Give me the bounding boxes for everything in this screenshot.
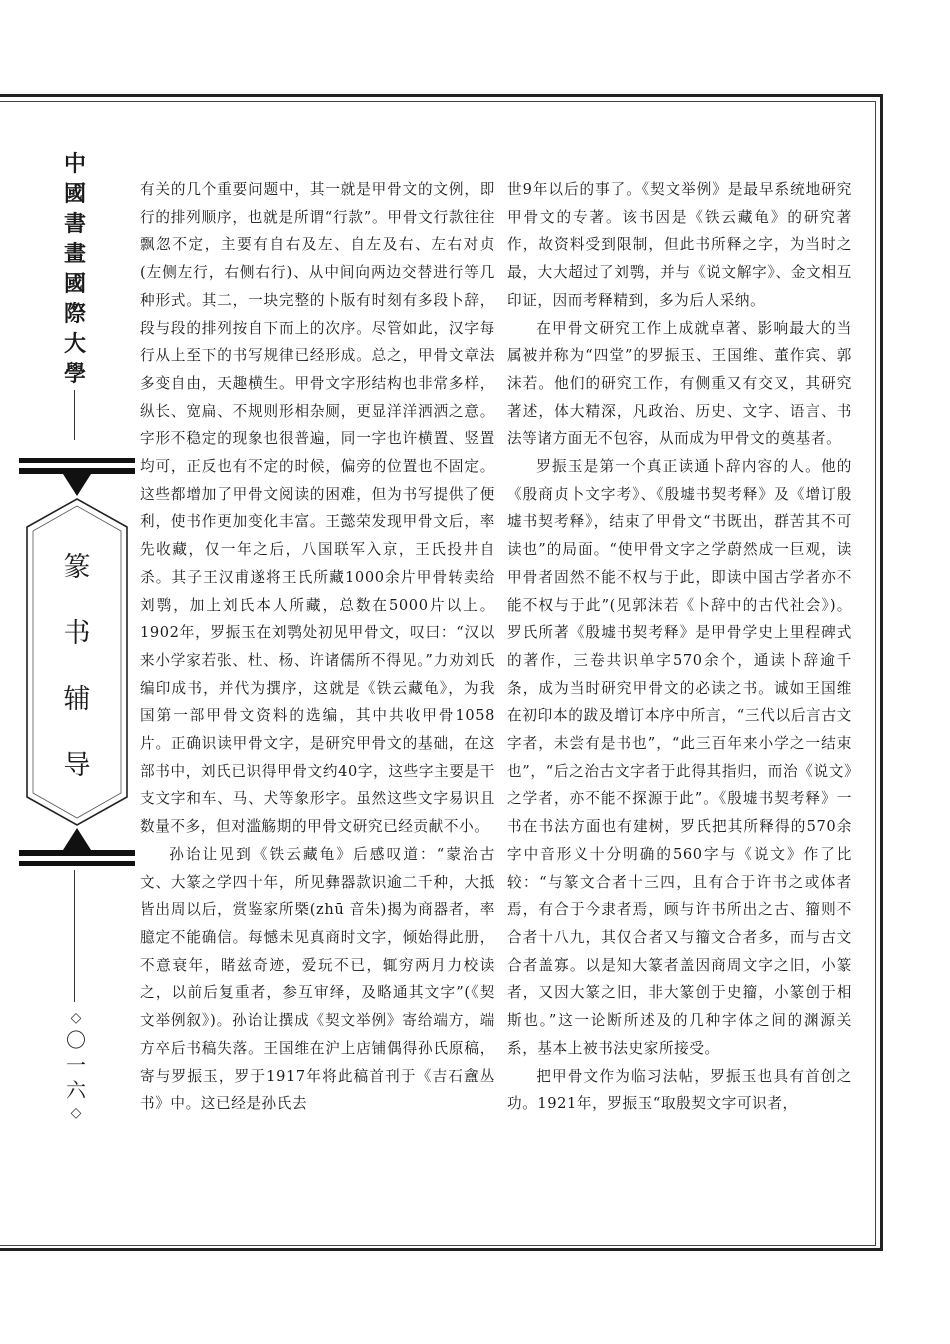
paragraph: 在甲骨文研究工作上成就卓著、影响最大的当属被并称为“四堂”的罗振玉、王国维、董作宾、郭沫若。他们的研究工作，有侧重又有交叉，其研究著述，体大精深，凡政治、历史、文字、语言、书法等诸方面无不包容，从而成为甲骨文的奠基者。: [507, 319, 852, 448]
diamond-icon: ◇: [70, 1010, 82, 1026]
book-title: 篆 书 辅 导: [63, 552, 91, 781]
paragraph: 把甲骨文作为临习法帖，罗振玉也具有首创之功。1921年，罗振玉“取殷契文字可识者，: [507, 1067, 852, 1113]
diamond-icon: ◇: [70, 1105, 82, 1121]
text-column-right: [507, 176, 852, 1118]
sidebar-divider-line: [74, 870, 75, 1002]
page-number: ◇ 〇 一 六 ◇: [56, 1008, 96, 1123]
paragraph: 罗振玉是第一个真正读通卜辞内容的人。他的《殷商贞卜文字考》、《殷墟书契考释》及《增订殷墟书契考释》，结束了甲骨文“书既出，群苦其不可读也”的局面。“使甲骨文字之学蔚然成一巨观，读甲骨者固然不能不权与于此，即读中国古学者亦不能不权与于此”(见郭沫若《卜辞中的古代社会》)。罗氏所著《殷墟书契考释》是甲骨学史上里程碑式的著作，三卷共识单字570余个，通读卜辞逾千条，成为当时研究甲骨文的必读之书。诚如王国维在初印本的跋及增订本序中所言，“三代以后言古文字者，未尝有是书也”，“此三百年来小学之一结束也”，“后之治古文字者于此得其指归，而治《说文》之学者，亦不能不探源于此”。《殷墟书契考释》一书在书法方面也有建树，罗氏把其所释得的570余字中音形义十分明确的560字与《说文》作了比较：“与篆文合者十三四，且有合于许书之或体者焉，有合于今隶者焉，顾与许书所出之古、籀则不合者十八九，其仅合者又与籀文合者多，而与古文合者盖寡。以是知大篆者盖因商周文字之旧，小篆者，又因大篆之旧，非大篆创于史籀，小篆创于相斯也。”这一论断所述及的几种字体之间的渊源关系，基本上被书法史家所接受。: [507, 458, 852, 1057]
paragraph: 有关的几个重要问题中，其一就是甲骨文的文例，即行的排列顺序，也就是所谓“行款”。甲骨文行款往往飘忽不定，主要有自右及左、自左及右、左右对贞(左侧左行，右侧右行)、从中间向两边交替进行等几种形式。其二，一块完整的卜版有时刻有多段卜辞，段与段的排列按自下而上的次序。尽管如此，汉字每行从上至下的书写规律已经形成。总之，甲骨文章法多变自由，天趣横生。甲骨文字形结构也非常多样，纵长、宽扁、不规则形相杂厕，更显洋洋洒洒之意。字形不稳定的现象也很普遍，同一字也许横置、竖置均可，正反也有不定的时候，偏旁的位置也不固定。这些都增加了甲骨文阅读的困难，但为书写提供了便利，使书作更加变化丰富。王懿荣发现甲骨文后，率先收藏，仅一年之后，八国联军入京，王氏投井自杀。其子王汉甫遂将王氏所藏1000余片甲骨转卖给刘鹗，加上刘氏本人所藏，总数在5000片以上。1902年，罗振玉在刘鹗处初见甲骨文，叹曰：“汉以来小学家若张、杜、杨、许诸儒所不得见。”力劝刘氏编印成书，并代为撰序，这就是《铁云藏龟》，为我国第一部甲骨文资料的选编，其中共收甲骨1058片。正确识读甲骨文字，是研究甲骨文的基础，在这部书中，刘氏已识得甲骨文约40字，这些字主要是干支文字和车、马、犬等象形字。虽然这些文字易识且数量不多，但对滥觞期的甲骨文研究已经贡献不小。: [140, 181, 495, 836]
text-column-left: [140, 176, 495, 1118]
book-title-cartouche: [23, 497, 131, 827]
ornament-top: [19, 452, 135, 498]
ornament-bottom: [19, 826, 135, 872]
paragraph: 世9年以后的事了。《契文举例》是最早系统地研究甲骨文的专著。该书因是《铁云藏龟》的研究著作，故资料受到限制，但此书所释之字，为当时之最，大大超过了刘鹗，并与《说文解字》、金文相互印证，因而考释精到，多为后人采纳。: [507, 181, 852, 309]
university-name: 中 國 書 畫 國 際 大 學: [63, 152, 86, 387]
sidebar-divider-line: [74, 390, 75, 440]
paragraph: 孙诒让见到《铁云藏龟》后感叹道：“蒙治古文、大篆之学四十年，所见彝器款识逾二千种，大抵皆出周以后，赏鉴家所槩(zhū 音朱)揭为商器者，率臆定不能确信。每憾未见真商时文字，倾始得此册，不意衰年，睹兹奇迹，爱玩不已，辄穷两月力校读之，以前后复重者，参互审绎，及略通其文字”(《契文举例叙》)。孙诒让撰成《契文举例》寄给端方，端方卒后书稿失落。王国维在沪上店铺偶得孙氏原稿，寄与罗振玉，罗于1917年将此稿首刊于《吉石盦丛书》中。这已经是孙氏去: [140, 845, 495, 1113]
